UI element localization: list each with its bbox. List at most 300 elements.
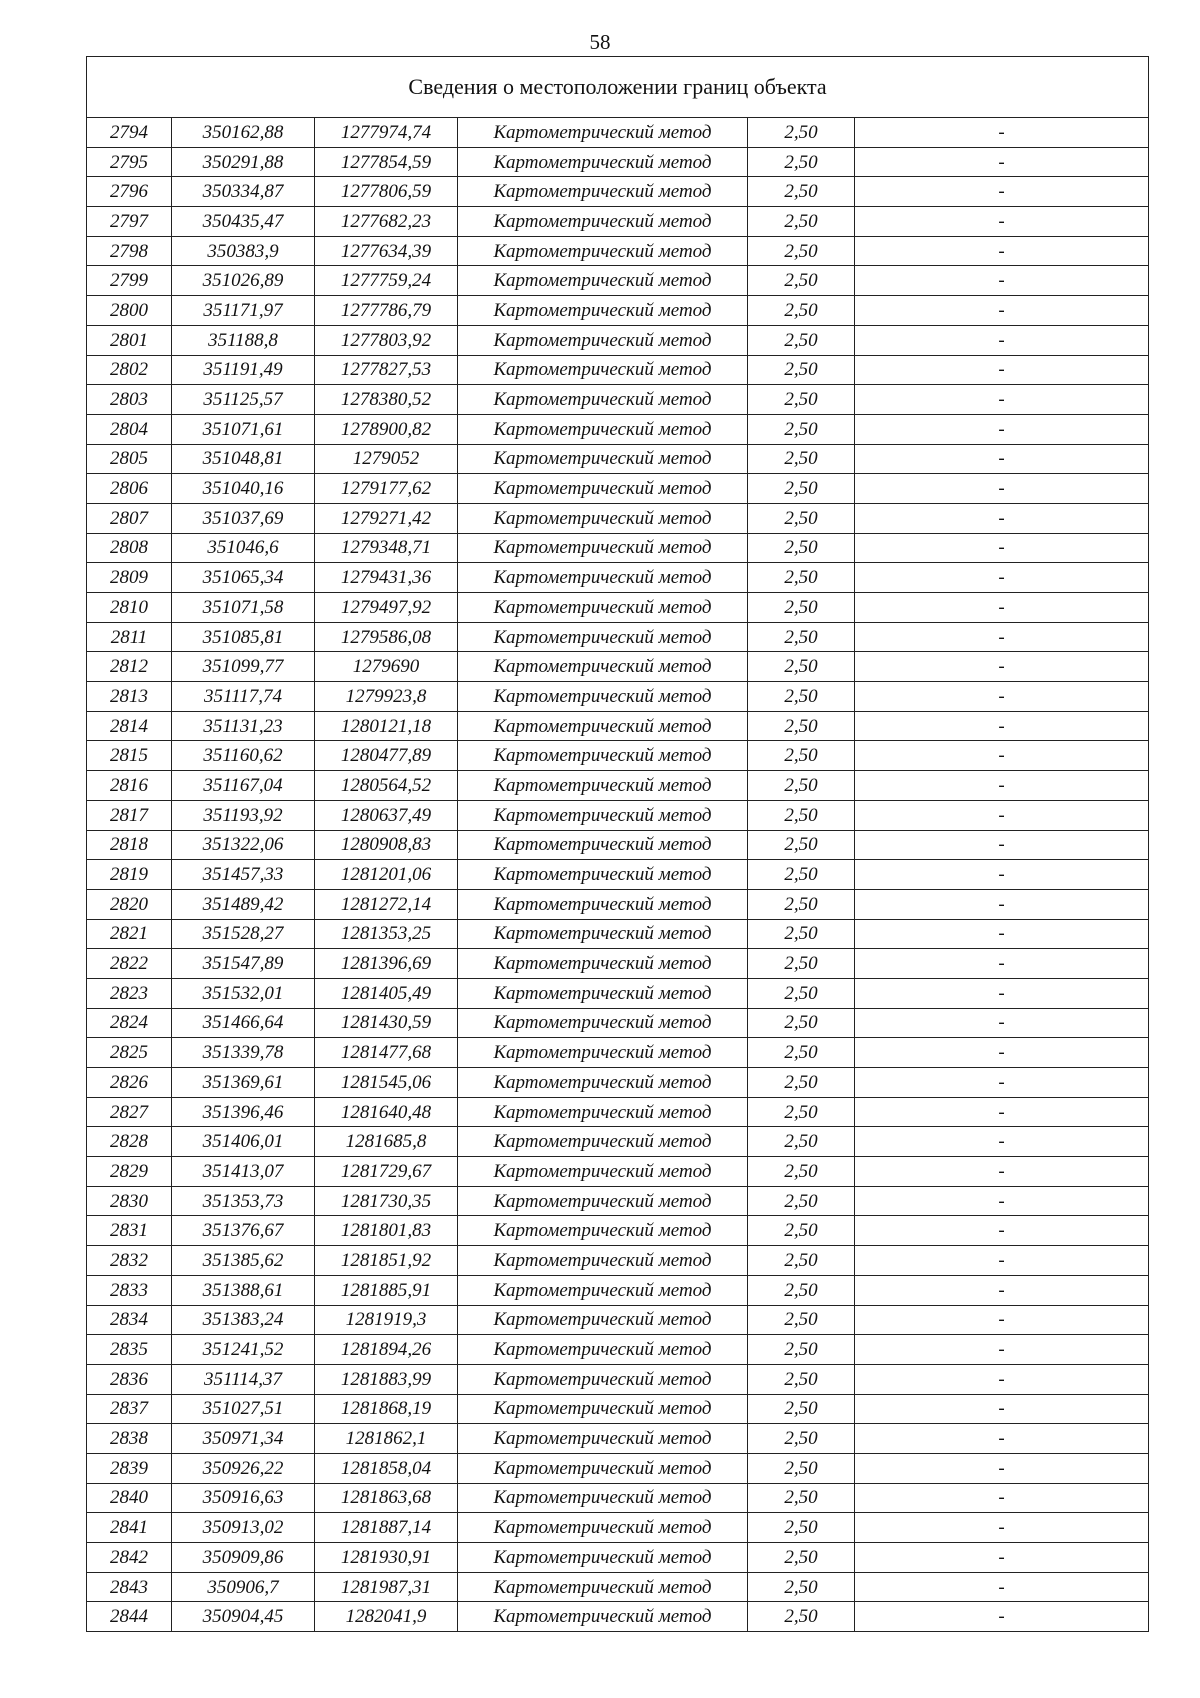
x-coordinate-cell: 351528,27 [172, 919, 315, 949]
y-coordinate-cell: 1277827,53 [315, 355, 458, 385]
method-cell: Картометрический метод [458, 1543, 748, 1573]
point-number-cell: 2821 [87, 919, 172, 949]
x-coordinate-cell: 351385,62 [172, 1246, 315, 1276]
x-coordinate-cell: 351037,69 [172, 503, 315, 533]
x-coordinate-cell: 350435,47 [172, 207, 315, 237]
table-row [87, 1305, 1149, 1335]
point-number-cell: 2813 [87, 682, 172, 712]
point-number-cell: 2843 [87, 1572, 172, 1602]
point-number-cell: 2839 [87, 1453, 172, 1483]
table-row [87, 593, 1149, 623]
point-number-cell: 2832 [87, 1246, 172, 1276]
method-cell: Картометрический метод [458, 147, 748, 177]
x-coordinate-cell: 351026,89 [172, 266, 315, 296]
table-row [87, 771, 1149, 801]
method-cell: Картометрический метод [458, 474, 748, 504]
accuracy-cell: 2,50 [748, 1453, 855, 1483]
method-cell: Картометрический метод [458, 682, 748, 712]
x-coordinate-cell: 351040,16 [172, 474, 315, 504]
table-row [87, 1602, 1149, 1632]
description-cell: - [855, 118, 1149, 148]
method-cell: Картометрический метод [458, 563, 748, 593]
method-cell: Картометрический метод [458, 1453, 748, 1483]
description-cell: - [855, 1246, 1149, 1276]
table-row [87, 1572, 1149, 1602]
accuracy-cell: 2,50 [748, 414, 855, 444]
y-coordinate-cell: 1282041,9 [315, 1602, 458, 1632]
y-coordinate-cell: 1281430,59 [315, 1008, 458, 1038]
x-coordinate-cell: 351046,6 [172, 533, 315, 563]
x-coordinate-cell: 351160,62 [172, 741, 315, 771]
method-cell: Картометрический метод [458, 503, 748, 533]
y-coordinate-cell: 1281851,92 [315, 1246, 458, 1276]
point-number-cell: 2807 [87, 503, 172, 533]
description-cell: - [855, 563, 1149, 593]
table-row [87, 1157, 1149, 1187]
y-coordinate-cell: 1280637,49 [315, 800, 458, 830]
description-cell: - [855, 741, 1149, 771]
method-cell: Картометрический метод [458, 266, 748, 296]
description-cell: - [855, 207, 1149, 237]
accuracy-cell: 2,50 [748, 563, 855, 593]
method-cell: Картометрический метод [458, 860, 748, 890]
description-cell: - [855, 1216, 1149, 1246]
x-coordinate-cell: 351339,78 [172, 1038, 315, 1068]
point-number-cell: 2830 [87, 1186, 172, 1216]
accuracy-cell: 2,50 [748, 1186, 855, 1216]
table-row [87, 800, 1149, 830]
x-coordinate-cell: 351383,24 [172, 1305, 315, 1335]
boundary-table [86, 56, 1149, 1632]
point-number-cell: 2797 [87, 207, 172, 237]
point-number-cell: 2835 [87, 1335, 172, 1365]
method-cell: Картометрический метод [458, 444, 748, 474]
table-row [87, 1364, 1149, 1394]
table-row [87, 978, 1149, 1008]
table-row [87, 1097, 1149, 1127]
table-row [87, 1127, 1149, 1157]
point-number-cell: 2829 [87, 1157, 172, 1187]
y-coordinate-cell: 1279586,08 [315, 622, 458, 652]
accuracy-cell: 2,50 [748, 207, 855, 237]
x-coordinate-cell: 351413,07 [172, 1157, 315, 1187]
table-row [87, 860, 1149, 890]
y-coordinate-cell: 1281201,06 [315, 860, 458, 890]
y-coordinate-cell: 1277974,74 [315, 118, 458, 148]
y-coordinate-cell: 1281987,31 [315, 1572, 458, 1602]
point-number-cell: 2824 [87, 1008, 172, 1038]
method-cell: Картометрический метод [458, 1513, 748, 1543]
accuracy-cell: 2,50 [748, 1097, 855, 1127]
table-row [87, 1216, 1149, 1246]
method-cell: Картометрический метод [458, 1068, 748, 1098]
accuracy-cell: 2,50 [748, 1602, 855, 1632]
y-coordinate-cell: 1277759,24 [315, 266, 458, 296]
table-title: Сведения о местоположении границ объекта [87, 57, 1149, 118]
table-row [87, 474, 1149, 504]
point-number-cell: 2827 [87, 1097, 172, 1127]
point-number-cell: 2798 [87, 236, 172, 266]
y-coordinate-cell: 1280908,83 [315, 830, 458, 860]
method-cell: Картометрический метод [458, 593, 748, 623]
accuracy-cell: 2,50 [748, 1364, 855, 1394]
point-number-cell: 2844 [87, 1602, 172, 1632]
table-row [87, 385, 1149, 415]
y-coordinate-cell: 1281685,8 [315, 1127, 458, 1157]
table-row [87, 1453, 1149, 1483]
method-cell: Картометрический метод [458, 1335, 748, 1365]
point-number-cell: 2826 [87, 1068, 172, 1098]
x-coordinate-cell: 351167,04 [172, 771, 315, 801]
method-cell: Картометрический метод [458, 1364, 748, 1394]
table-row [87, 830, 1149, 860]
y-coordinate-cell: 1280564,52 [315, 771, 458, 801]
table-row [87, 207, 1149, 237]
y-coordinate-cell: 1281894,26 [315, 1335, 458, 1365]
page-number: 58 [589, 30, 611, 54]
description-cell: - [855, 1394, 1149, 1424]
accuracy-cell: 2,50 [748, 1572, 855, 1602]
accuracy-cell: 2,50 [748, 1068, 855, 1098]
accuracy-cell: 2,50 [748, 593, 855, 623]
table-row [87, 1394, 1149, 1424]
method-cell: Картометрический метод [458, 1038, 748, 1068]
point-number-cell: 2823 [87, 978, 172, 1008]
y-coordinate-cell: 1281353,25 [315, 919, 458, 949]
y-coordinate-cell: 1281405,49 [315, 978, 458, 1008]
description-cell: - [855, 682, 1149, 712]
method-cell: Картометрический метод [458, 1275, 748, 1305]
x-coordinate-cell: 351131,23 [172, 711, 315, 741]
method-cell: Картометрический метод [458, 1157, 748, 1187]
description-cell: - [855, 1572, 1149, 1602]
accuracy-cell: 2,50 [748, 1157, 855, 1187]
accuracy-cell: 2,50 [748, 978, 855, 1008]
x-coordinate-cell: 350291,88 [172, 147, 315, 177]
x-coordinate-cell: 351191,49 [172, 355, 315, 385]
y-coordinate-cell: 1281730,35 [315, 1186, 458, 1216]
accuracy-cell: 2,50 [748, 1305, 855, 1335]
description-cell: - [855, 830, 1149, 860]
table-row [87, 1513, 1149, 1543]
description-cell: - [855, 1305, 1149, 1335]
accuracy-cell: 2,50 [748, 682, 855, 712]
point-number-cell: 2805 [87, 444, 172, 474]
accuracy-cell: 2,50 [748, 949, 855, 979]
table-body [87, 118, 1149, 1632]
point-number-cell: 2818 [87, 830, 172, 860]
point-number-cell: 2801 [87, 325, 172, 355]
y-coordinate-cell: 1281729,67 [315, 1157, 458, 1187]
accuracy-cell: 2,50 [748, 177, 855, 207]
point-number-cell: 2802 [87, 355, 172, 385]
accuracy-cell: 2,50 [748, 147, 855, 177]
description-cell: - [855, 147, 1149, 177]
description-cell: - [855, 1008, 1149, 1038]
method-cell: Картометрический метод [458, 711, 748, 741]
table-row [87, 236, 1149, 266]
table-row [87, 1038, 1149, 1068]
y-coordinate-cell: 1277854,59 [315, 147, 458, 177]
description-cell: - [855, 355, 1149, 385]
y-coordinate-cell: 1277786,79 [315, 296, 458, 326]
x-coordinate-cell: 350906,7 [172, 1572, 315, 1602]
accuracy-cell: 2,50 [748, 1335, 855, 1365]
x-coordinate-cell: 351071,58 [172, 593, 315, 623]
accuracy-cell: 2,50 [748, 771, 855, 801]
table-row [87, 118, 1149, 148]
table-row [87, 652, 1149, 682]
y-coordinate-cell: 1279052 [315, 444, 458, 474]
table-row [87, 147, 1149, 177]
table-row [87, 503, 1149, 533]
method-cell: Картометрический метод [458, 741, 748, 771]
accuracy-cell: 2,50 [748, 1513, 855, 1543]
x-coordinate-cell: 351547,89 [172, 949, 315, 979]
description-cell: - [855, 325, 1149, 355]
x-coordinate-cell: 351099,77 [172, 652, 315, 682]
method-cell: Картометрический метод [458, 771, 748, 801]
accuracy-cell: 2,50 [748, 741, 855, 771]
table-row [87, 711, 1149, 741]
point-number-cell: 2819 [87, 860, 172, 890]
accuracy-cell: 2,50 [748, 1394, 855, 1424]
x-coordinate-cell: 351322,06 [172, 830, 315, 860]
table-row [87, 741, 1149, 771]
description-cell: - [855, 1602, 1149, 1632]
y-coordinate-cell: 1281868,19 [315, 1394, 458, 1424]
accuracy-cell: 2,50 [748, 652, 855, 682]
accuracy-cell: 2,50 [748, 1246, 855, 1276]
accuracy-cell: 2,50 [748, 355, 855, 385]
point-number-cell: 2810 [87, 593, 172, 623]
description-cell: - [855, 177, 1149, 207]
description-cell: - [855, 800, 1149, 830]
method-cell: Картометрический метод [458, 949, 748, 979]
table-row [87, 682, 1149, 712]
method-cell: Картометрический метод [458, 414, 748, 444]
x-coordinate-cell: 350334,87 [172, 177, 315, 207]
description-cell: - [855, 652, 1149, 682]
method-cell: Картометрический метод [458, 1572, 748, 1602]
method-cell: Картометрический метод [458, 1097, 748, 1127]
method-cell: Картометрический метод [458, 1602, 748, 1632]
y-coordinate-cell: 1280121,18 [315, 711, 458, 741]
accuracy-cell: 2,50 [748, 830, 855, 860]
x-coordinate-cell: 351065,34 [172, 563, 315, 593]
point-number-cell: 2837 [87, 1394, 172, 1424]
x-coordinate-cell: 350913,02 [172, 1513, 315, 1543]
point-number-cell: 2825 [87, 1038, 172, 1068]
table-row [87, 949, 1149, 979]
table-row [87, 1008, 1149, 1038]
method-cell: Картометрический метод [458, 296, 748, 326]
accuracy-cell: 2,50 [748, 1216, 855, 1246]
point-number-cell: 2806 [87, 474, 172, 504]
y-coordinate-cell: 1279497,92 [315, 593, 458, 623]
y-coordinate-cell: 1281858,04 [315, 1453, 458, 1483]
y-coordinate-cell: 1279431,36 [315, 563, 458, 593]
method-cell: Картометрический метод [458, 652, 748, 682]
y-coordinate-cell: 1281930,91 [315, 1543, 458, 1573]
description-cell: - [855, 593, 1149, 623]
table-row [87, 622, 1149, 652]
description-cell: - [855, 1335, 1149, 1365]
boundary-table-container [86, 56, 1148, 1632]
y-coordinate-cell: 1281885,91 [315, 1275, 458, 1305]
description-cell: - [855, 414, 1149, 444]
accuracy-cell: 2,50 [748, 711, 855, 741]
point-number-cell: 2796 [87, 177, 172, 207]
x-coordinate-cell: 350916,63 [172, 1483, 315, 1513]
table-row [87, 563, 1149, 593]
y-coordinate-cell: 1281887,14 [315, 1513, 458, 1543]
accuracy-cell: 2,50 [748, 800, 855, 830]
method-cell: Картометрический метод [458, 118, 748, 148]
method-cell: Картометрический метод [458, 919, 748, 949]
table-row [87, 177, 1149, 207]
point-number-cell: 2834 [87, 1305, 172, 1335]
method-cell: Картометрический метод [458, 889, 748, 919]
y-coordinate-cell: 1279348,71 [315, 533, 458, 563]
y-coordinate-cell: 1279690 [315, 652, 458, 682]
table-row [87, 325, 1149, 355]
point-number-cell: 2799 [87, 266, 172, 296]
description-cell: - [855, 1453, 1149, 1483]
accuracy-cell: 2,50 [748, 1008, 855, 1038]
accuracy-cell: 2,50 [748, 118, 855, 148]
x-coordinate-cell: 351071,61 [172, 414, 315, 444]
accuracy-cell: 2,50 [748, 860, 855, 890]
method-cell: Картометрический метод [458, 533, 748, 563]
method-cell: Картометрический метод [458, 1186, 748, 1216]
x-coordinate-cell: 351353,73 [172, 1186, 315, 1216]
description-cell: - [855, 533, 1149, 563]
x-coordinate-cell: 350971,34 [172, 1424, 315, 1454]
y-coordinate-cell: 1281396,69 [315, 949, 458, 979]
table-row [87, 414, 1149, 444]
x-coordinate-cell: 351027,51 [172, 1394, 315, 1424]
point-number-cell: 2828 [87, 1127, 172, 1157]
y-coordinate-cell: 1279177,62 [315, 474, 458, 504]
x-coordinate-cell: 351457,33 [172, 860, 315, 890]
accuracy-cell: 2,50 [748, 236, 855, 266]
accuracy-cell: 2,50 [748, 444, 855, 474]
x-coordinate-cell: 350909,86 [172, 1543, 315, 1573]
y-coordinate-cell: 1277634,39 [315, 236, 458, 266]
y-coordinate-cell: 1277682,23 [315, 207, 458, 237]
point-number-cell: 2811 [87, 622, 172, 652]
description-cell: - [855, 1127, 1149, 1157]
point-number-cell: 2842 [87, 1543, 172, 1573]
point-number-cell: 2838 [87, 1424, 172, 1454]
accuracy-cell: 2,50 [748, 1543, 855, 1573]
description-cell: - [855, 622, 1149, 652]
method-cell: Картометрический метод [458, 1216, 748, 1246]
accuracy-cell: 2,50 [748, 296, 855, 326]
x-coordinate-cell: 350383,9 [172, 236, 315, 266]
y-coordinate-cell: 1279271,42 [315, 503, 458, 533]
point-number-cell: 2815 [87, 741, 172, 771]
point-number-cell: 2820 [87, 889, 172, 919]
table-row [87, 1483, 1149, 1513]
description-cell: - [855, 978, 1149, 1008]
description-cell: - [855, 385, 1149, 415]
y-coordinate-cell: 1277803,92 [315, 325, 458, 355]
accuracy-cell: 2,50 [748, 1424, 855, 1454]
description-cell: - [855, 889, 1149, 919]
point-number-cell: 2814 [87, 711, 172, 741]
y-coordinate-cell: 1281272,14 [315, 889, 458, 919]
description-cell: - [855, 266, 1149, 296]
description-cell: - [855, 1483, 1149, 1513]
y-coordinate-cell: 1280477,89 [315, 741, 458, 771]
method-cell: Картометрический метод [458, 1246, 748, 1276]
y-coordinate-cell: 1281883,99 [315, 1364, 458, 1394]
method-cell: Картометрический метод [458, 1394, 748, 1424]
point-number-cell: 2812 [87, 652, 172, 682]
point-number-cell: 2836 [87, 1364, 172, 1394]
point-number-cell: 2816 [87, 771, 172, 801]
table-row [87, 1186, 1149, 1216]
description-cell: - [855, 1186, 1149, 1216]
method-cell: Картометрический метод [458, 830, 748, 860]
accuracy-cell: 2,50 [748, 919, 855, 949]
table-row [87, 1335, 1149, 1365]
description-cell: - [855, 1068, 1149, 1098]
point-number-cell: 2833 [87, 1275, 172, 1305]
table-row [87, 355, 1149, 385]
method-cell: Картометрический метод [458, 207, 748, 237]
table-row [87, 296, 1149, 326]
description-cell: - [855, 1543, 1149, 1573]
method-cell: Картометрический метод [458, 1424, 748, 1454]
accuracy-cell: 2,50 [748, 622, 855, 652]
point-number-cell: 2803 [87, 385, 172, 415]
accuracy-cell: 2,50 [748, 1127, 855, 1157]
description-cell: - [855, 771, 1149, 801]
description-cell: - [855, 711, 1149, 741]
x-coordinate-cell: 351193,92 [172, 800, 315, 830]
accuracy-cell: 2,50 [748, 503, 855, 533]
x-coordinate-cell: 351388,61 [172, 1275, 315, 1305]
method-cell: Картометрический метод [458, 978, 748, 1008]
x-coordinate-cell: 350926,22 [172, 1453, 315, 1483]
x-coordinate-cell: 351171,97 [172, 296, 315, 326]
method-cell: Картометрический метод [458, 177, 748, 207]
table-row [87, 1068, 1149, 1098]
x-coordinate-cell: 351396,46 [172, 1097, 315, 1127]
x-coordinate-cell: 351125,57 [172, 385, 315, 415]
method-cell: Картометрический метод [458, 800, 748, 830]
point-number-cell: 2809 [87, 563, 172, 593]
accuracy-cell: 2,50 [748, 1275, 855, 1305]
point-number-cell: 2840 [87, 1483, 172, 1513]
x-coordinate-cell: 351489,42 [172, 889, 315, 919]
table-row [87, 1543, 1149, 1573]
method-cell: Картометрический метод [458, 1008, 748, 1038]
x-coordinate-cell: 351369,61 [172, 1068, 315, 1098]
table-row [87, 444, 1149, 474]
method-cell: Картометрический метод [458, 355, 748, 385]
x-coordinate-cell: 351406,01 [172, 1127, 315, 1157]
accuracy-cell: 2,50 [748, 889, 855, 919]
table-row [87, 919, 1149, 949]
point-number-cell: 2841 [87, 1513, 172, 1543]
table-row [87, 1246, 1149, 1276]
method-cell: Картометрический метод [458, 1483, 748, 1513]
accuracy-cell: 2,50 [748, 533, 855, 563]
